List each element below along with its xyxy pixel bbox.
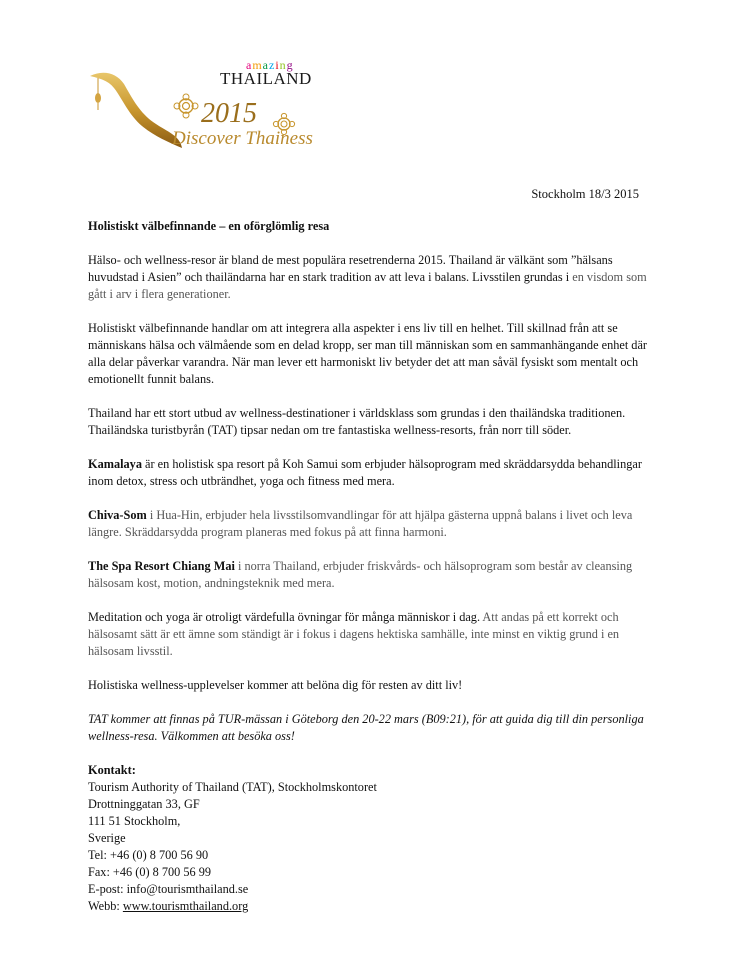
contact-heading: Kontakt: (88, 763, 136, 777)
contact-country: Sverige (88, 831, 126, 845)
logo-year-text: 2015 (201, 98, 257, 129)
contact-email: E-post: info@tourismthailand.se (88, 882, 249, 896)
contact-tel: Tel: +46 (0) 8 700 56 90 (88, 848, 209, 862)
document-body (88, 218, 663, 915)
logo-amazing-letter: m (252, 58, 263, 72)
paragraph-destinations: Thailand har ett stort utbud av wellness-destinationer i världsklass som grundas i den thailändska traditionen. Thailändska turistbyrån (TAT) tipsar nedan om tre fantastiska wellness-resorts, från norr till söder. (88, 406, 626, 437)
paragraph-intro-text: Hälso- och wellness-resor är bland de mest populära resetrenderna 2015. Thailand är välkänt som ”hälsans huvudstad i Asien” och thailändarna har en stark tradition av att leva i balans. Livsstilen grundas i (88, 253, 613, 284)
contact-city: 111 51 Stockholm, (88, 814, 181, 828)
document-date: Stockholm 18/3 2015 (531, 187, 639, 201)
kamalaya-text: är en holistisk spa resort på Koh Samui som erbjuder hälsoprogram med skräddarsydda behandlingar inom detox, stress och utbrändhet, yoga och fitness med mera. (88, 457, 642, 488)
logo-amazing-letter: a (262, 58, 269, 72)
paragraph-intro (88, 252, 663, 303)
logo-amazing-letter: a (246, 58, 253, 72)
contact-street: Drottninggatan 33, GF (88, 797, 200, 811)
paragraph-tur-fair: TAT kommer att finnas på TUR-mässan i Göteborg den 20-22 mars (B09:21), för att guida dig till din personliga wellness-resa. Välkommen att besöka oss! (88, 712, 644, 743)
contact-fax: Fax: +46 (0) 8 700 56 99 (88, 865, 212, 879)
document-title: Holistiskt välbefinnande – en oförglömlig resa (88, 219, 330, 233)
logo-thailand-text: THAILAND (220, 69, 312, 88)
flower-left-icon (174, 94, 198, 118)
gold-ornament-icon (90, 73, 182, 148)
meditation-gray-text: Att andas på ett korrekt och hälsosamt sätt är ett ämne som ständigt är i fokus i dagens hektiska samhälle, inte minst en viktig grund i en hälsosam livsstil. (88, 610, 620, 658)
contact-block (88, 762, 663, 915)
amazing-thailand-logo (88, 58, 328, 158)
logo-amazing-letter: i (275, 58, 280, 72)
logo-discover-text: Discover Thainess (172, 128, 313, 149)
paragraph-chivasom (88, 507, 663, 541)
paragraph-kamalaya (88, 456, 663, 490)
chivasom-text: i Hua-Hin, erbjuder hela livsstilsomvandlingar för att hjälpa gästerna uppnå (146, 508, 526, 522)
tassel-icon (95, 93, 101, 103)
sparesort-name: The Spa Resort Chiang Mai (88, 559, 235, 573)
meditation-text: Meditation och yoga är otroligt värdefulla övningar för många människor i dag. (88, 610, 483, 624)
paragraph-sparesort (88, 558, 663, 592)
paragraph-intro-gray-text: en visdom som gått i arv i flera generationer. (88, 270, 647, 301)
paragraph-reward: Holistiska wellness-upplevelser kommer att belöna dig för resten av ditt liv! (88, 678, 463, 692)
sparesort-text: i norra Thailand, erbjuder friskvårds- och hälsoprogram som består av cleansing (234, 559, 633, 573)
chivasom-text-cont: balans i livet och leva längre. Skräddarsydda program planeras med fokus på att finna harmoni. (88, 508, 633, 539)
chivasom-name: Chiva-Som (88, 508, 147, 522)
paragraph-holistic: Holistiskt välbefinnande handlar om att integrera alla aspekter i ens liv till en helhet. Till skillnad från att se människans hälsa och välmående som en delad kropp, ser man till människan som en sammanhängande enhet där alla delar påverkar varandra. När man lever ett harmoniskt liv betyder det att man såväl fysiskt som mentalt och emotionellt funnit balans. (88, 321, 648, 386)
logo-amazing-letter: g (286, 58, 294, 72)
contact-web (88, 898, 663, 915)
website-link[interactable]: www.tourismthailand.org (122, 899, 249, 913)
paragraph-meditation (88, 609, 663, 660)
sparesort-text-cont: hälsosam kost, motion, andningsteknik med mera. (88, 576, 335, 590)
logo-amazing-letter: n (279, 58, 287, 72)
logo-amazing-letter: z (269, 58, 276, 72)
kamalaya-name: Kamalaya (88, 457, 142, 471)
contact-web-label: Webb: (88, 899, 123, 913)
contact-org: Tourism Authority of Thailand (TAT), Stockholmskontoret (88, 780, 377, 794)
